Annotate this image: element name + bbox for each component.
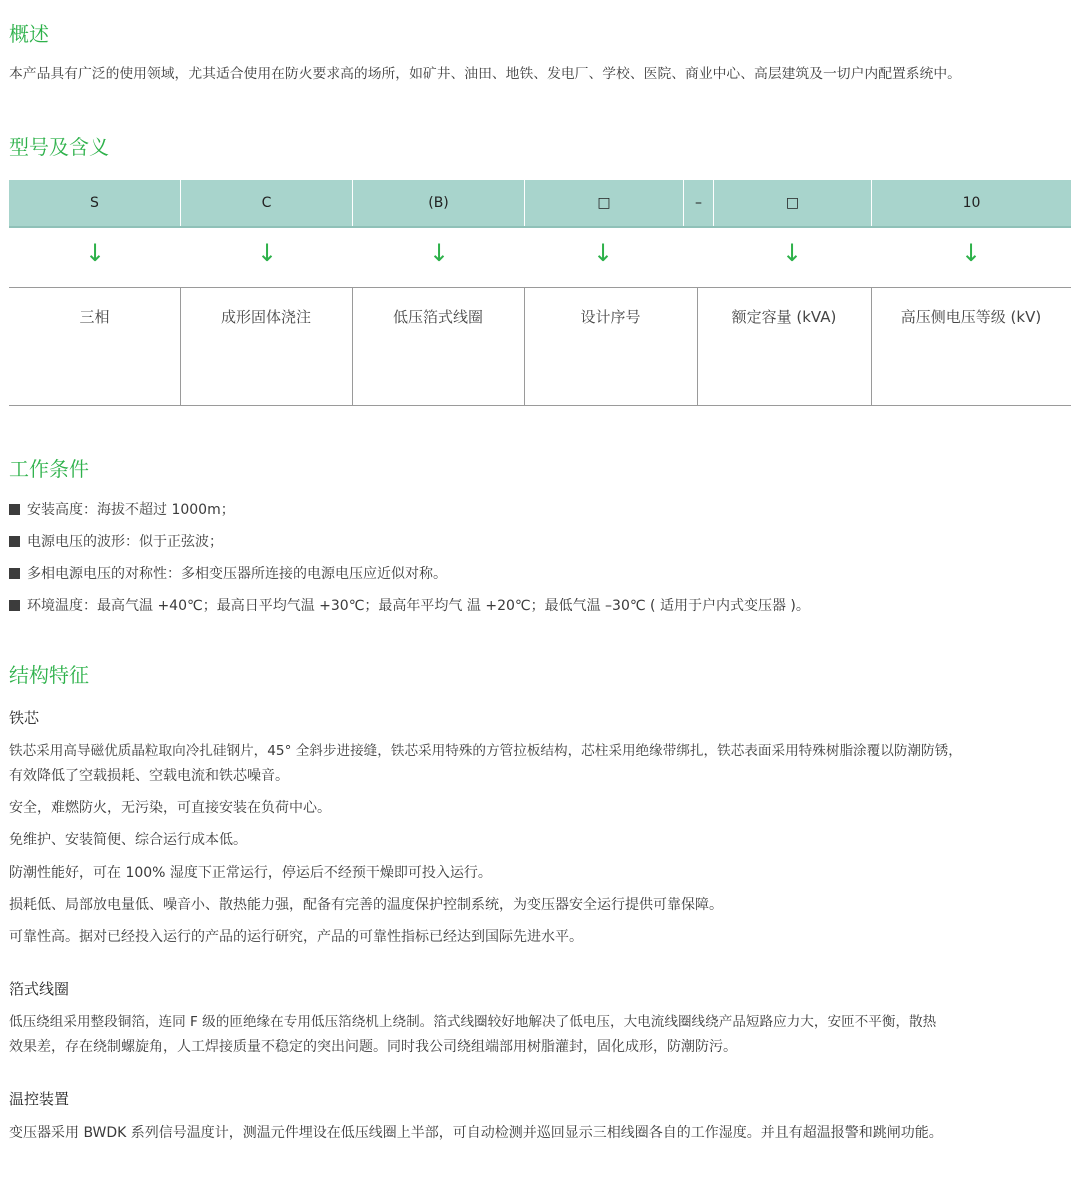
list-item	[9, 529, 223, 555]
list-item	[9, 593, 810, 619]
arrow-down-icon: ↓	[961, 239, 982, 267]
model-desc-capacity: 额定容量 (kVA)	[731, 308, 837, 326]
arrow-down-icon: ↓	[257, 239, 278, 267]
square-bullet-icon	[9, 600, 20, 611]
overview-text: 本产品具有广泛的使用领域，尤其适合使用在防火要求高的场所，如矿井、油田、地铁、发电厂、学校、医院、商业中心、高层建筑及一切户内配置系统中。	[9, 66, 961, 82]
core-text-line: 有效降低了空载损耗、空载电流和铁芯噪音。	[9, 768, 289, 784]
subsection-title-core: 铁芯	[9, 709, 40, 727]
section-title-conditions: 工作条件	[9, 457, 89, 481]
core-text-line: 损耗低、局部放电量低、噪音小、散热能力强，配备有完善的温度保护控制系统，为变压器安全运行提供可靠保障。	[9, 897, 723, 913]
model-desc-foil: 低压箔式线圈	[392, 308, 483, 326]
core-text-line: 防潮性能好，可在 100% 湿度下正常运行，停运后不经预干燥即可投入运行。	[9, 865, 492, 881]
table-divider	[352, 287, 353, 405]
condition-temperature: 环境温度：最高气温 +40℃；最高日平均气温 +30℃；最高年平均气 温 +20℃；最低气温 –30℃ ( 适用于户内式变压器 )。	[27, 598, 810, 614]
arrow-down-icon: ↓	[782, 239, 803, 267]
square-bullet-icon	[9, 568, 20, 579]
table-divider	[9, 405, 1071, 406]
model-code-dash: –	[683, 180, 713, 226]
foil-text-line: 效果差，存在绕制螺旋角，人工焊接质量不稳定的突出问题。同时我公司绕组端部用树脂灌封，固化成形，防潮防污。	[9, 1039, 737, 1055]
subsection-title-temp: 温控装置	[9, 1090, 70, 1108]
table-divider	[871, 287, 872, 405]
list-item	[9, 561, 447, 587]
model-code-capacity: □	[713, 180, 871, 226]
foil-text-line: 低压绕组采用整段铜箔，连同 F 级的匝绝缘在专用低压箔绕机上绕制。箔式线圈较好地解决了低电压，大电流线圈线绕产品短路应力大，安匝不平衡，散热	[9, 1014, 937, 1030]
condition-symmetry: 多相电源电压的对称性：多相变压器所连接的电源电压应近似对称。	[27, 566, 447, 582]
section-title-structure: 结构特征	[9, 663, 89, 687]
model-code-row	[9, 180, 1071, 228]
model-desc-voltage: 高压侧电压等级 (kV)	[900, 308, 1042, 326]
arrow-down-icon: ↓	[85, 239, 106, 267]
core-text-line: 铁芯采用高导磁优质晶粒取向冷扎硅钢片，45° 全斜步进接缝，铁芯采用特殊的方管拉板结构，芯柱采用绝缘带绑扎，铁芯表面采用特殊树脂涂覆以防潮防锈，	[9, 743, 962, 759]
model-code-c: C	[180, 180, 352, 226]
model-code-s: S	[90, 195, 99, 211]
condition-altitude: 安装高度：海拔不超过 1000m；	[27, 502, 235, 518]
section-title-overview: 概述	[9, 22, 49, 46]
square-bullet-icon	[9, 536, 20, 547]
model-desc-casting: 成形固体浇注	[220, 308, 311, 326]
table-divider	[524, 287, 525, 405]
list-item	[9, 497, 235, 523]
subsection-title-foil: 箔式线圈	[9, 980, 70, 998]
table-divider	[697, 287, 698, 405]
table-divider	[9, 287, 1071, 288]
table-divider	[180, 287, 181, 405]
square-bullet-icon	[9, 504, 20, 515]
section-title-model: 型号及含义	[9, 135, 109, 159]
model-desc-design: 设计序号	[580, 308, 641, 326]
condition-waveform: 电源电压的波形：似于正弦波；	[27, 534, 223, 550]
core-text-line: 免维护、安装简便、综合运行成本低。	[9, 832, 247, 848]
arrow-down-icon: ↓	[593, 239, 614, 267]
model-table	[9, 180, 1071, 406]
model-desc-phase: 三相	[79, 308, 110, 326]
temp-text-line: 变压器采用 BWDK 系列信号温度计，测温元件埋设在低压线圈上半部，可自动检测并巡回显示三相线圈各自的工作湿度。并且有超温报警和跳闸功能。	[9, 1125, 943, 1141]
core-text-line: 可靠性高。据对已经投入运行的产品的运行研究，产品的可靠性指标已经达到国际先进水平。	[9, 929, 583, 945]
model-code-design: □	[524, 180, 683, 226]
arrow-down-icon: ↓	[429, 239, 450, 267]
model-code-voltage: 10	[871, 180, 1071, 226]
model-code-b: (B)	[352, 180, 524, 226]
core-text-line: 安全，难燃防火，无污染，可直接安装在负荷中心。	[9, 800, 331, 816]
